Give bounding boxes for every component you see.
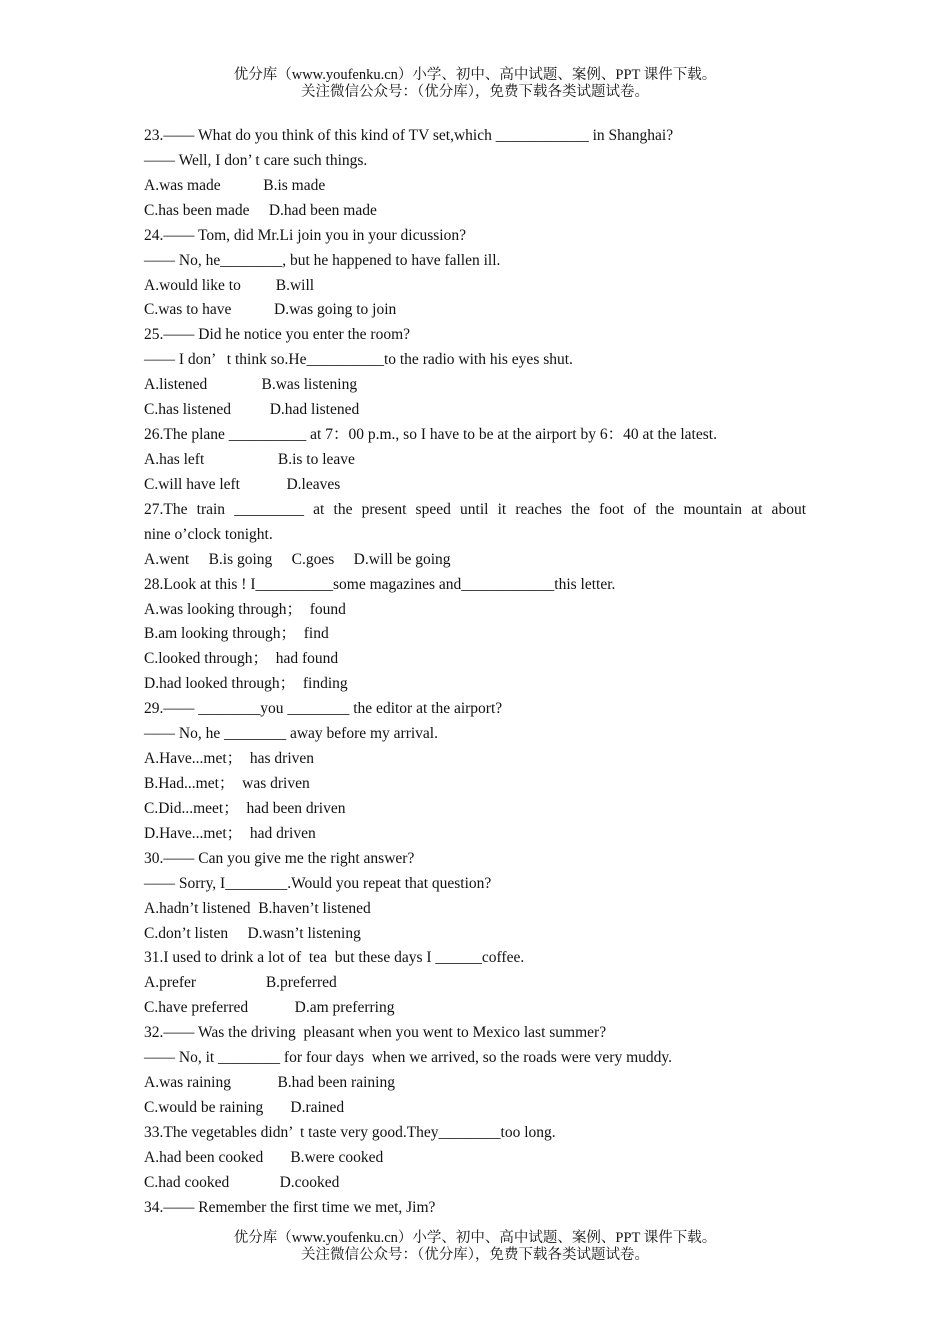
question-33-options-cd: C.had cooked D.cooked bbox=[144, 1173, 340, 1191]
page-footer bbox=[0, 1230, 950, 1264]
question-29-option-d: D.Have...met； had driven bbox=[144, 824, 316, 842]
question-30-stem: 30.—— Can you give me the right answer? bbox=[144, 849, 415, 867]
question-33-stem: 33.The vegetables didn’ t taste very good.They________too long. bbox=[144, 1123, 556, 1141]
question-30-options-cd: C.don’t listen D.wasn’t listening bbox=[144, 924, 361, 942]
header-line-1: 优分库（www.youfenku.cn）小学、初中、高中试题、案例、PPT 课件下载。 bbox=[233, 67, 717, 83]
question-26-options-ab: A.has left B.is to leave bbox=[144, 450, 355, 468]
question-27-stem: 27.The train _________ at the present speed until it reaches the foot of the mountain at about bbox=[144, 500, 806, 518]
question-28-option-b: B.am looking through； find bbox=[144, 625, 329, 643]
question-28-option-a: A.was looking through； found bbox=[144, 600, 346, 618]
question-24-options-cd: C.was to have D.was going to join bbox=[144, 301, 397, 319]
question-31-stem: 31.I used to drink a lot of tea but these days I ______coffee. bbox=[144, 949, 525, 967]
question-32-options-cd: C.would be raining D.rained bbox=[144, 1098, 345, 1116]
question-24-options-ab: A.would like to B.will bbox=[144, 276, 315, 294]
question-31-options-cd: C.have preferred D.am preferring bbox=[144, 999, 395, 1017]
question-28-stem: 28.Look at this ! I__________some magazines and____________this letter. bbox=[144, 575, 616, 593]
question-25-options-ab: A.listened B.was listening bbox=[144, 376, 358, 394]
question-23-reply: —— Well, I don’ t care such things. bbox=[144, 151, 368, 169]
question-25-stem: 25.—— Did he notice you enter the room? bbox=[144, 326, 411, 344]
question-29-option-b: B.Had...met； was driven bbox=[144, 774, 310, 792]
question-23-options-cd: C.has been made D.had been made bbox=[144, 201, 377, 219]
footer-line-2: 关注微信公众号：（优分库），免费下载各类试题试卷。 bbox=[301, 1247, 649, 1263]
question-33-options-ab: A.had been cooked B.were cooked bbox=[144, 1148, 384, 1166]
question-27-options: A.went B.is going C.goes D.will be going bbox=[144, 550, 451, 568]
question-25-reply: —— I don’ t think so.He__________to the radio with his eyes shut. bbox=[144, 351, 573, 369]
question-30-options-ab: A.hadn’t listened B.haven’t listened bbox=[144, 899, 371, 917]
question-32-stem: 32.—— Was the driving pleasant when you went to Mexico last summer? bbox=[144, 1024, 607, 1042]
question-25-options-cd: C.has listened D.had listened bbox=[144, 401, 360, 419]
question-29-stem: 29.—— ________you ________ the editor at the airport? bbox=[144, 700, 503, 718]
question-29-option-a: A.Have...met； has driven bbox=[144, 750, 315, 768]
question-32-options-ab: A.was raining B.had been raining bbox=[144, 1074, 395, 1092]
page-header bbox=[0, 67, 950, 101]
question-30-reply: —— Sorry, I________.Would you repeat that question? bbox=[144, 874, 492, 892]
question-31-options-ab: A.prefer B.preferred bbox=[144, 974, 337, 992]
footer-line-1: 优分库（www.youfenku.cn）小学、初中、高中试题、案例、PPT 课件下载。 bbox=[233, 1230, 717, 1246]
question-23-stem: 23.—— What do you think of this kind of TV set,which ____________ in Shanghai? bbox=[144, 127, 674, 144]
question-24-stem: 24.—— Tom, did Mr.Li join you in your dicussion? bbox=[144, 226, 466, 244]
question-34-stem: 34.—— Remember the first time we met, Jim? bbox=[144, 1198, 436, 1216]
question-27-stem-continued: nine o’clock tonight. bbox=[144, 525, 273, 543]
question-26-options-cd: C.will have left D.leaves bbox=[144, 475, 341, 493]
header-line-2: 关注微信公众号：（优分库），免费下载各类试题试卷。 bbox=[301, 84, 649, 100]
question-26-stem: 26.The plane __________ at 7：00 p.m., so I have to be at the airport by 6：40 at the latest. bbox=[144, 426, 717, 444]
question-32-reply: —— No, it ________ for four days when we arrived, so the roads were very muddy. bbox=[144, 1049, 673, 1067]
question-24-reply: —— No, he________, but he happened to have fallen ill. bbox=[144, 251, 501, 269]
question-28-option-d: D.had looked through； finding bbox=[144, 675, 348, 693]
question-23-options-ab: A.was made B.is made bbox=[144, 176, 326, 194]
exam-content bbox=[144, 124, 806, 1221]
question-29-option-c: C.Did...meet； had been driven bbox=[144, 799, 346, 817]
question-28-option-c: C.looked through； had found bbox=[144, 650, 339, 668]
question-29-reply: —— No, he ________ away before my arrival. bbox=[144, 725, 438, 743]
